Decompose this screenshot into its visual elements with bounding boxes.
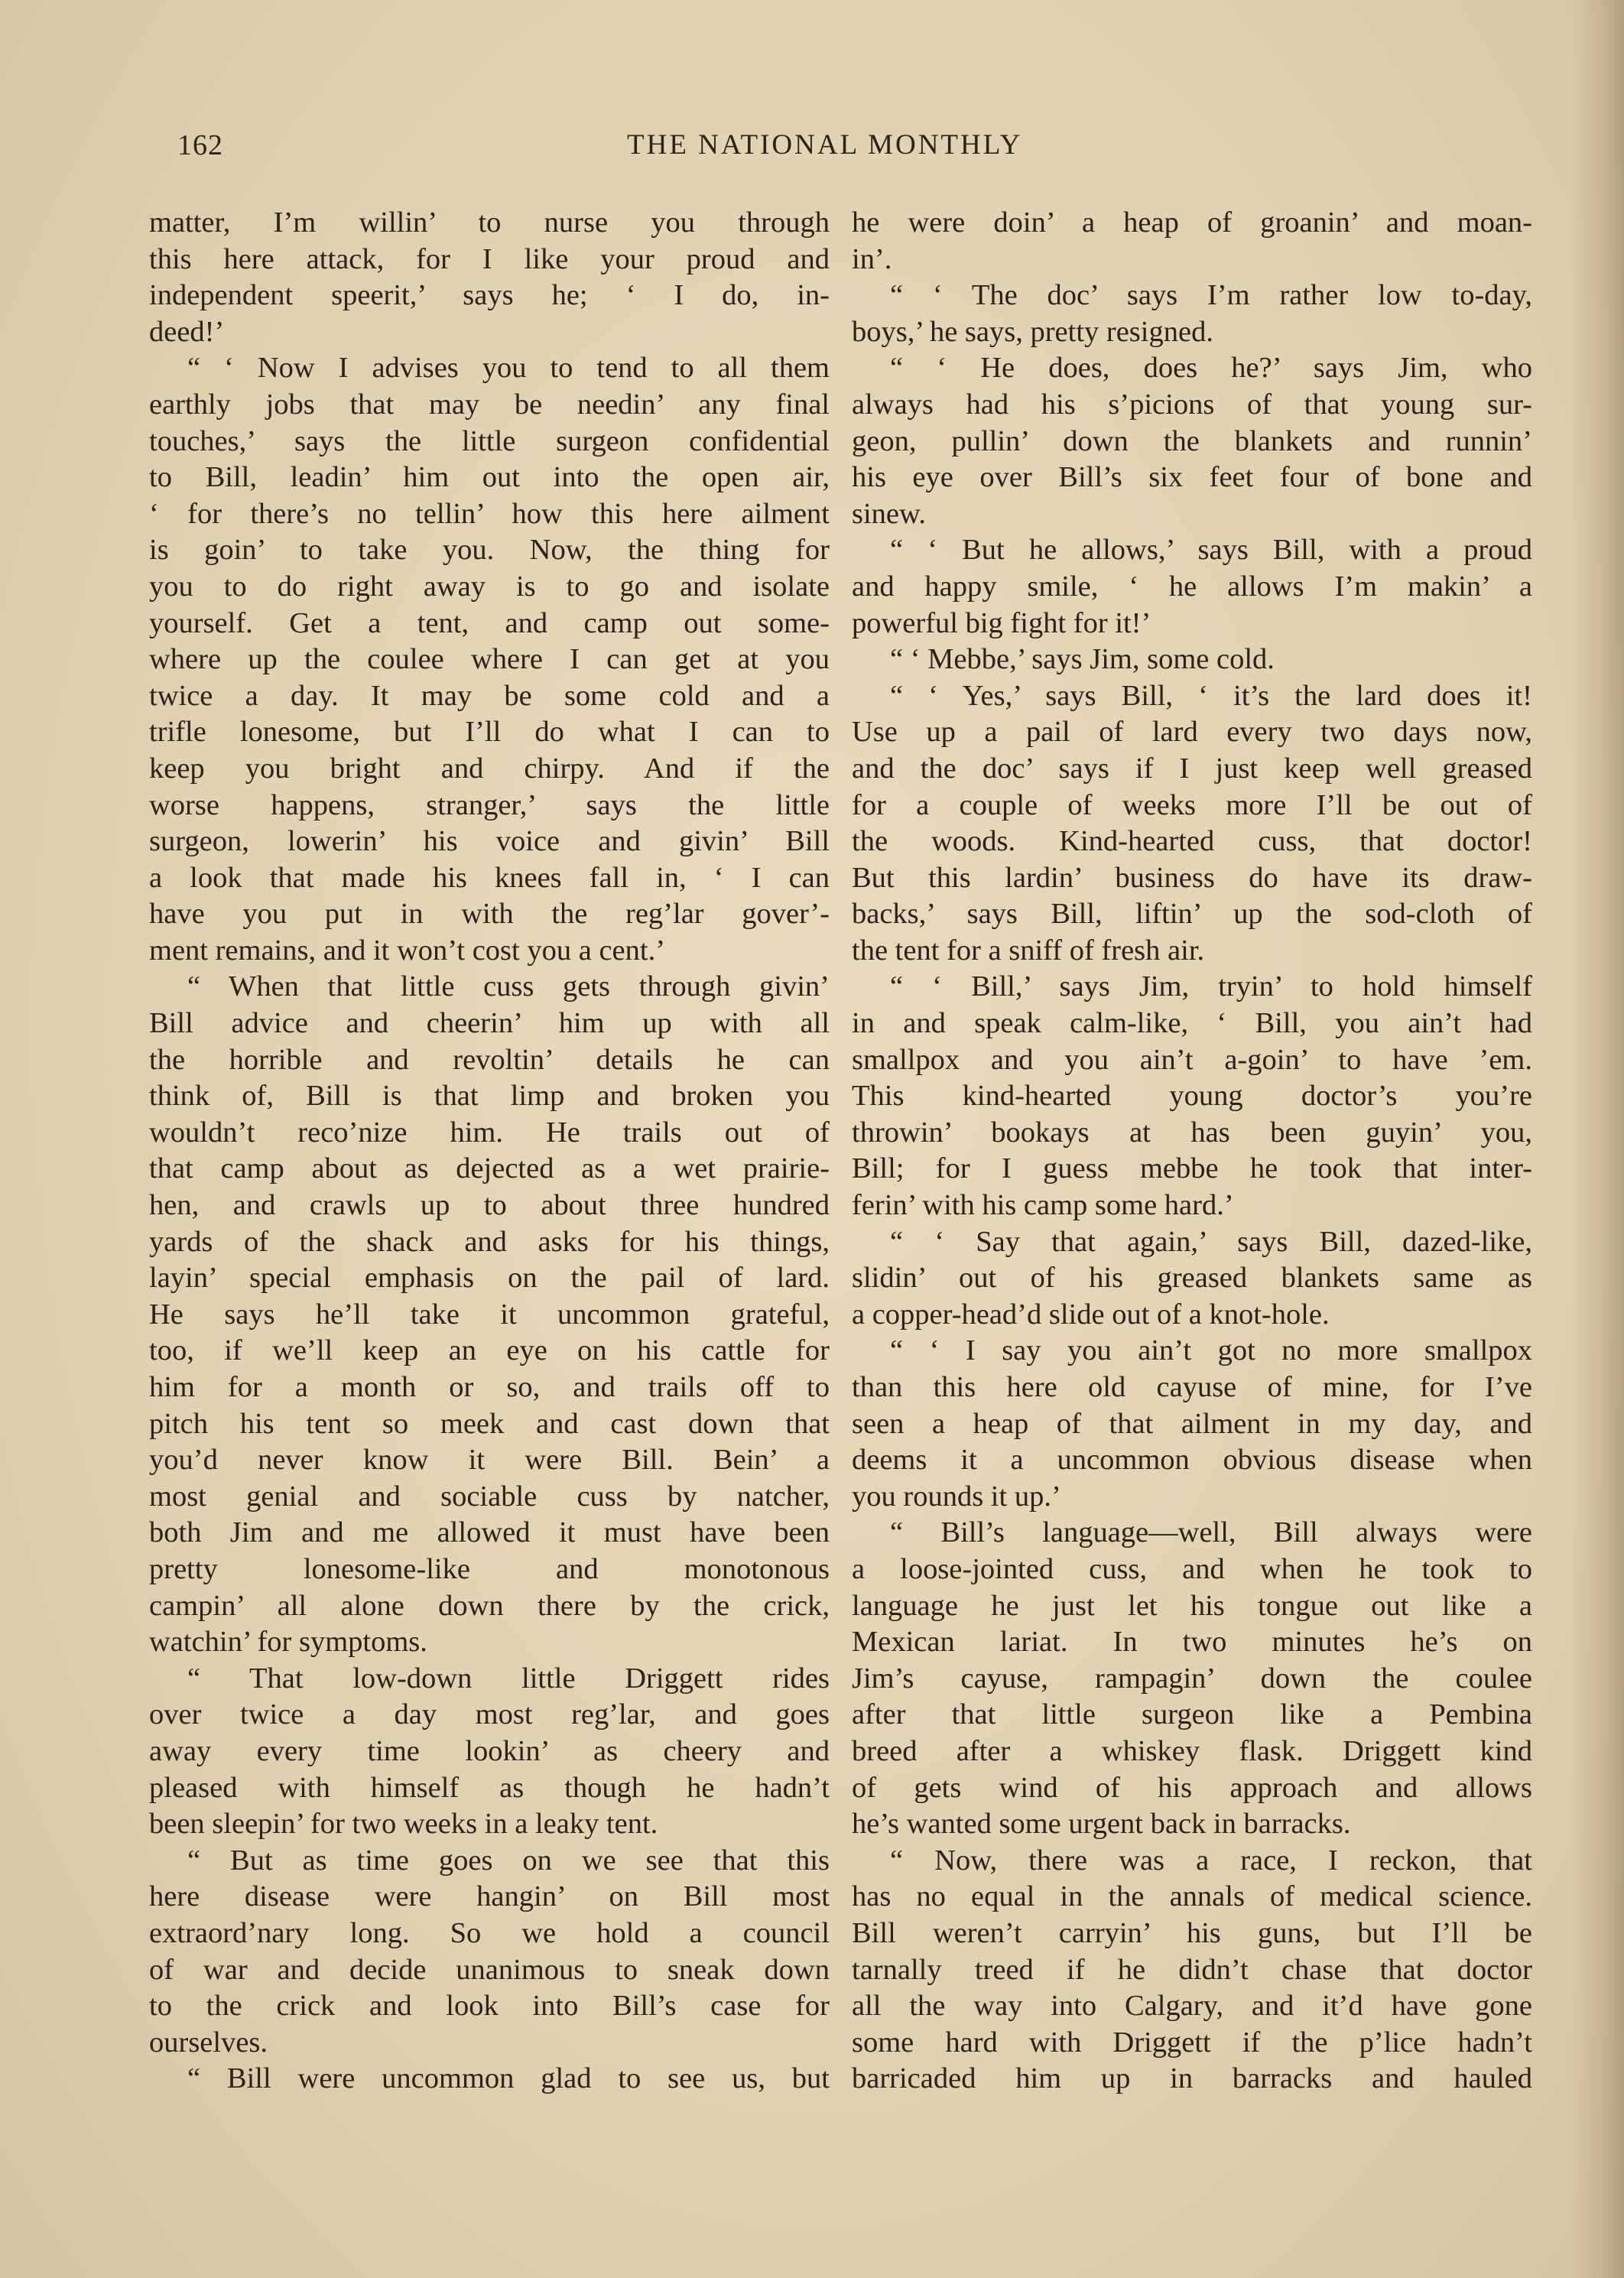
text-line: the tent for a sniff of fresh air.	[852, 934, 1205, 967]
text-line: touches,’ says the little surgeon confidential	[149, 424, 830, 457]
page-number: 162	[177, 129, 223, 161]
text-line: trifle lonesome, but I’ll do what I can to	[149, 716, 830, 749]
text-line: “ ‘ He does, does he?’ says Jim, who	[890, 352, 1532, 385]
text-column-left	[149, 205, 830, 2098]
text-line: deed!’	[149, 315, 225, 348]
text-line: for a couple of weeks more I’ll be out of	[852, 788, 1532, 821]
text-line: barricaded him up in barracks and hauled	[852, 2062, 1532, 2095]
text-line: keep you bright and chirpy. And if the	[149, 752, 830, 785]
text-line: after that little surgeon like a Pembina	[852, 1698, 1532, 1731]
text-line: geon, pullin’ down the blankets and runnin’	[852, 424, 1532, 457]
text-line: that camp about as dejected as a wet prairie-	[149, 1152, 830, 1185]
text-line: pretty lonesome-like and monotonous	[149, 1552, 830, 1585]
text-line: Mexican lariat. In two minutes he’s on	[852, 1626, 1532, 1659]
text-line: him for a month or so, and trails off to	[149, 1371, 830, 1403]
text-line: away every time lookin’ as cheery and	[149, 1734, 830, 1767]
text-line: slidin’ out of his greased blankets same as	[852, 1262, 1532, 1295]
text-line: he were doin’ a heap of groanin’ and moan-	[852, 206, 1532, 239]
text-line: “ ‘ The doc’ says I’m rather low to-day,	[890, 279, 1532, 312]
text-line: a loose-jointed cuss, and when he took to	[852, 1552, 1532, 1585]
text-line: earthly jobs that may be needin’ any final	[149, 388, 830, 421]
text-line: the woods. Kind-hearted cuss, that doctor!	[852, 825, 1532, 858]
text-line: hen, and crawls up to about three hundred	[149, 1189, 830, 1222]
text-line: ourselves.	[149, 2026, 268, 2059]
text-line: deems it a uncommon obvious disease when	[852, 1444, 1532, 1477]
text-line: “ But as time goes on we see that this	[187, 1844, 830, 1877]
text-line: Use up a pail of lard every two days now,	[852, 716, 1532, 749]
text-line: has no equal in the annals of medical science.	[852, 1880, 1532, 1913]
text-line: Bill; for I guess mebbe he took that inter-	[852, 1152, 1532, 1185]
text-line: Jim’s cayuse, rampagin’ down the coulee	[852, 1662, 1532, 1695]
text-line: to the crick and look into Bill’s case for	[149, 1990, 830, 2023]
text-line: over twice a day most reg’lar, and goes	[149, 1698, 830, 1731]
text-line: seen a heap of that ailment in my day, and	[852, 1407, 1532, 1440]
text-line: tarnally treed if he didn’t chase that doctor	[852, 1953, 1532, 1986]
text-line: too, if we’ll keep an eye on his cattle for	[149, 1334, 830, 1367]
text-line: been sleepin’ for two weeks in a leaky tent.	[149, 1808, 658, 1841]
text-line: yourself. Get a tent, and camp out some-	[149, 606, 830, 639]
page-edge-shadow	[1570, 0, 1624, 2278]
text-line: in and speak calm-like, ‘ Bill, you ain’t had	[852, 1007, 1532, 1040]
text-line: here disease were hangin’ on Bill most	[149, 1880, 830, 1913]
text-line: He says he’ll take it uncommon grateful,	[149, 1298, 830, 1331]
text-line: extraord’nary long. So we hold a council	[149, 1916, 830, 1949]
text-line: smallpox and you ain’t a-goin’ to have ’em.	[852, 1043, 1532, 1076]
text-line: you to do right away is to go and isolate	[149, 570, 830, 603]
text-line: breed after a whiskey flask. Driggett kind	[852, 1734, 1532, 1767]
text-line: But this lardin’ business do have its draw-	[852, 861, 1532, 894]
text-line: ment remains, and it won’t cost you a cent.’	[149, 934, 666, 967]
text-line: “ That low-down little Driggett rides	[187, 1662, 830, 1695]
text-line: you rounds it up.’	[852, 1480, 1061, 1513]
text-line: “ Bill’s language—well, Bill always were	[890, 1516, 1532, 1549]
text-line: Bill advice and cheerin’ him up with all	[149, 1007, 830, 1040]
text-line: sinew.	[852, 497, 926, 530]
text-line: boys,’ he says, pretty resigned.	[852, 315, 1213, 348]
text-line: the horrible and revoltin’ details he can	[149, 1043, 830, 1076]
text-line: and the doc’ says if I just keep well greased	[852, 752, 1532, 785]
text-line: is goin’ to take you. Now, the thing for	[149, 534, 830, 567]
text-line: powerful big fight for it!’	[852, 606, 1151, 639]
text-line: surgeon, lowerin’ his voice and givin’ Bill	[149, 825, 830, 858]
text-line: in’.	[852, 242, 892, 275]
text-line: a copper-head’d slide out of a knot-hole.	[852, 1298, 1330, 1331]
text-line: and happy smile, ‘ he allows I’m makin’ a	[852, 570, 1532, 603]
text-line: pleased with himself as though he hadn’t	[149, 1771, 830, 1804]
text-line: “ Now, there was a race, I reckon, that	[890, 1844, 1532, 1877]
text-line: of gets wind of his approach and allows	[852, 1771, 1532, 1804]
text-line: matter, I’m willin’ to nurse you through	[149, 206, 830, 239]
text-line: “ Bill were uncommon glad to see us, but	[187, 2062, 830, 2095]
text-line: pitch his tent so meek and cast down that	[149, 1407, 830, 1440]
text-line: always had his s’picions of that young sur-	[852, 388, 1532, 421]
text-line: his eye over Bill’s six feet four of bone and	[852, 461, 1532, 494]
text-line: “ When that little cuss gets through givin’	[187, 970, 830, 1003]
text-line: ‘ for there’s no tellin’ how this here ailment	[149, 497, 830, 530]
running-head: THE NATIONAL MONTHLY	[627, 129, 1023, 161]
text-column-right	[852, 205, 1532, 2098]
text-line: a look that made his knees fall in, ‘ I can	[149, 861, 830, 894]
text-line: most genial and sociable cuss by natcher,	[149, 1480, 830, 1513]
text-line: “ ‘ Mebbe,’ says Jim, some cold.	[890, 643, 1275, 676]
text-line: wouldn’t reco’nize him. He trails out of	[149, 1116, 830, 1149]
text-line: of war and decide unanimous to sneak down	[149, 1953, 830, 1986]
text-line: both Jim and me allowed it must have been	[149, 1516, 830, 1549]
text-line: “ ‘ I say you ain’t got no more smallpox	[890, 1334, 1532, 1367]
text-line: layin’ special emphasis on the pail of lard.	[149, 1262, 830, 1295]
text-line: watchin’ for symptoms.	[149, 1626, 427, 1659]
text-line: he’s wanted some urgent back in barracks.	[852, 1808, 1351, 1841]
text-line: language he just let his tongue out like a	[852, 1589, 1532, 1622]
text-line: all the way into Calgary, and it’d have gone	[852, 1990, 1532, 2023]
text-line: campin’ all alone down there by the crick,	[149, 1589, 830, 1622]
text-line: “ ‘ Yes,’ says Bill, ‘ it’s the lard does it!	[890, 679, 1532, 712]
text-line: worse happens, stranger,’ says the little	[149, 788, 830, 821]
text-line: have you put in with the reg’lar gover’-	[149, 898, 830, 931]
text-line: throwin’ bookays at has been guyin’ you,	[852, 1116, 1532, 1149]
text-line: “ ‘ But he allows,’ says Bill, with a proud	[890, 534, 1532, 567]
text-line: ferin’ with his camp some hard.’	[852, 1189, 1234, 1222]
text-line: than this here old cayuse of mine, for I’ve	[852, 1371, 1532, 1403]
text-line: yards of the shack and asks for his things,	[149, 1225, 830, 1258]
text-line: to Bill, leadin’ him out into the open air,	[149, 461, 830, 494]
text-line: some hard with Driggett if the p’lice hadn’t	[852, 2026, 1532, 2059]
text-line: backs,’ says Bill, liftin’ up the sod-cloth of	[852, 898, 1532, 931]
text-line: this here attack, for I like your proud and	[149, 242, 830, 275]
text-line: you’d never know it were Bill. Bein’ a	[149, 1444, 830, 1477]
text-line: “ ‘ Bill,’ says Jim, tryin’ to hold himself	[890, 970, 1532, 1003]
text-line: think of, Bill is that limp and broken you	[149, 1080, 830, 1113]
text-line: twice a day. It may be some cold and a	[149, 679, 830, 712]
text-line: Bill weren’t carryin’ his guns, but I’ll be	[852, 1916, 1532, 1949]
text-line: “ ‘ Now I advises you to tend to all them	[187, 352, 830, 385]
text-line: where up the coulee where I can get at you	[149, 643, 830, 676]
text-line: independent speerit,’ says he; ‘ I do, in-	[149, 279, 830, 312]
text-line: This kind-hearted young doctor’s you’re	[852, 1080, 1532, 1113]
text-line: “ ‘ Say that again,’ says Bill, dazed-like,	[890, 1225, 1532, 1258]
